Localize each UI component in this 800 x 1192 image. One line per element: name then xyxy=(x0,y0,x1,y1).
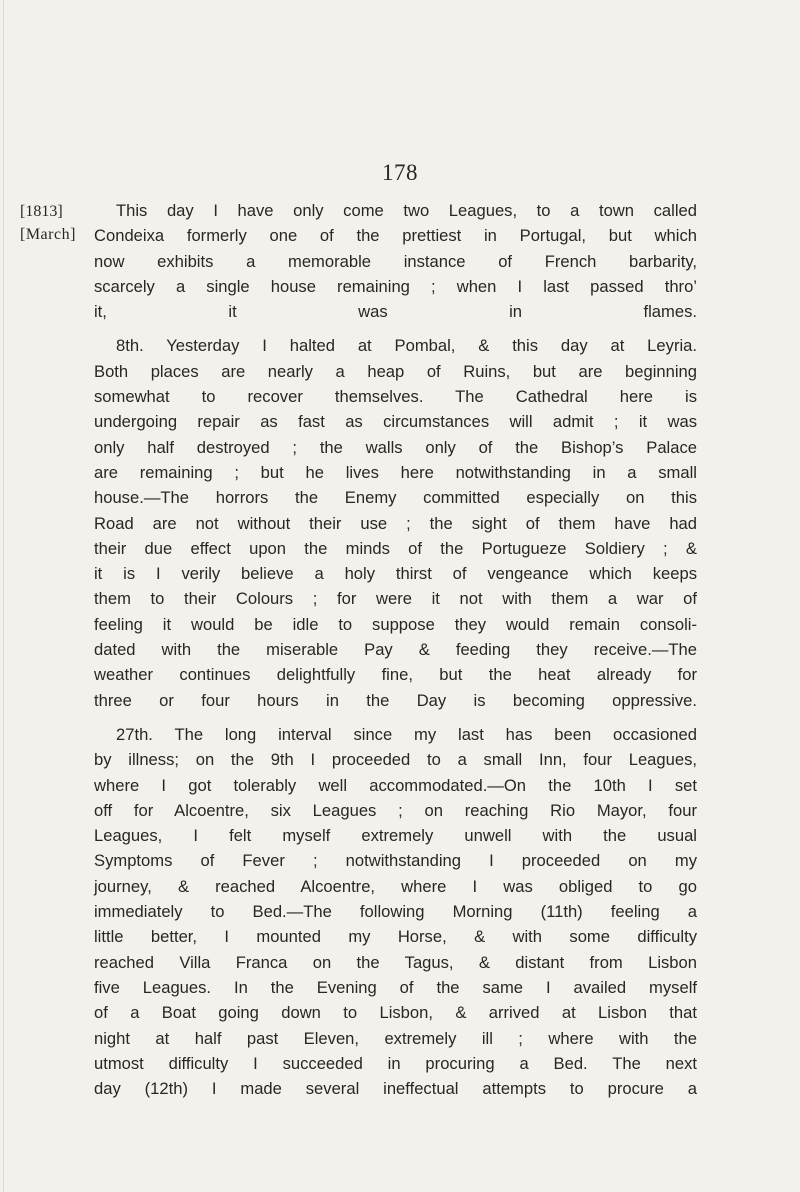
paragraph-gap xyxy=(94,713,697,722)
text-line: utmost difficulty I succeeded in procuring a Bed. The next xyxy=(94,1053,697,1073)
text-line: night at half past Eleven, extremely ill ; where with the xyxy=(94,1028,697,1048)
text-line: it is I verily believe a holy thirst of vengeance which keeps xyxy=(94,564,697,584)
text-line: it, it was in flames. xyxy=(94,302,697,322)
text-line: 8th. Yesterday I halted at Pombal, & this day at Leyria. xyxy=(116,336,697,356)
text-line: five Leagues. In the Evening of the same I availed myself xyxy=(94,977,697,997)
text-line: Road are not without their use ; the sight of them have had xyxy=(94,513,697,533)
text-line: somewhat to recover themselves. The Cathedral here is xyxy=(94,387,697,407)
text-line: feeling it would be idle to suppose they would remain consoli- xyxy=(94,614,697,634)
text-line: dated with the miserable Pay & feeding they receive.—The xyxy=(94,640,697,660)
page-number: 178 xyxy=(382,160,418,185)
text-line: Leagues, I felt myself extremely unwell with the usual xyxy=(94,826,697,846)
body-text xyxy=(94,198,697,1101)
text-line: reached Villa Franca on the Tagus, & distant from Lisbon xyxy=(94,952,697,972)
text-line: by illness; on the 9th I proceeded to a small Inn, four Leagues, xyxy=(94,750,697,770)
text-line: immediately to Bed.—The following Morning (11th) feeling a xyxy=(94,902,697,922)
text-line: weather continues delightfully fine, but the heat already for xyxy=(94,665,697,685)
text-line: little better, I mounted my Horse, & with some difficulty xyxy=(94,927,697,947)
text-line: journey, & reached Alcoentre, where I was obliged to go xyxy=(94,876,697,896)
text-line: three or four hours in the Day is becoming oppressive. xyxy=(94,690,697,710)
text-line: now exhibits a memorable instance of French barbarity, xyxy=(94,251,697,271)
text-line: them to their Colours ; for were it not with them a war of xyxy=(94,589,697,609)
text-line: This day I have only come two Leagues, to a town called xyxy=(116,201,697,220)
text-line: of a Boat going down to Lisbon, & arrived at Lisbon that xyxy=(94,1003,697,1023)
paragraph-27th xyxy=(94,722,697,1101)
text-line: undergoing repair as fast as circumstances will admit ; it was xyxy=(94,412,697,432)
text-line: are remaining ; but he lives here notwithstanding in a small xyxy=(94,462,697,482)
text-line: house.—The horrors the Enemy committed especially on this xyxy=(94,488,697,508)
text-line: Both places are nearly a heap of Ruins, but are beginning xyxy=(94,361,697,381)
paragraph-gap xyxy=(94,324,697,333)
margin-month: [March] xyxy=(20,226,76,243)
text-line: 27th. The long interval since my last has been occasioned xyxy=(116,724,697,744)
text-line: Symptoms of Fever ; notwithstanding I proceeded on my xyxy=(94,851,697,871)
text-line: off for Alcoentre, six Leagues ; on reaching Rio Mayor, four xyxy=(94,800,697,820)
paragraph-8th xyxy=(94,333,697,712)
paragraph-condeixa xyxy=(94,198,697,324)
text-line: only half destroyed ; the walls only of the Bishop’s Palace xyxy=(94,437,697,457)
text-line: Condeixa formerly one of the prettiest in Portugal, but which xyxy=(94,226,697,246)
text-line: day (12th) I made several ineffectual attempts to procure a xyxy=(94,1079,697,1099)
text-line: their due effect upon the minds of the Portugueze Soldiery ; & xyxy=(94,538,697,558)
text-line: where I got tolerably well accommodated.—On the 10th I set xyxy=(94,775,697,795)
margin-year: [1813] xyxy=(20,203,63,220)
text-line: scarcely a single house remaining ; when I last passed thro’ xyxy=(94,276,697,296)
